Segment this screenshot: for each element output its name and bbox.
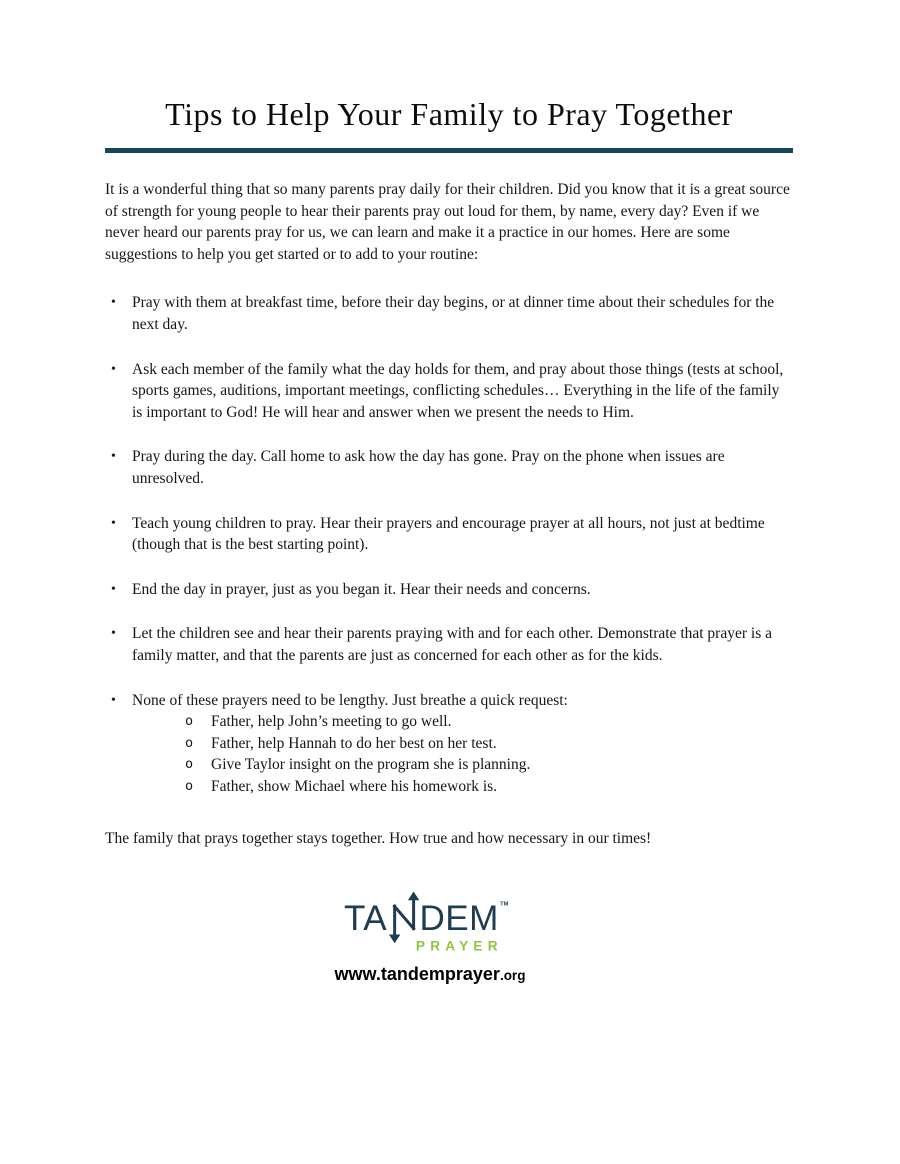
list-item <box>105 359 793 424</box>
sub-list-item-text: Give Taylor insight on the program she is planning. <box>211 756 531 774</box>
list-item-text: Ask each member of the family what the day holds for them, and pray about those things (tests at school, sports games, auditions, important meetings, conflicting schedules… Everything in the life of the family is important to God! He will hear and answer when we present the needs to Him. <box>132 360 784 421</box>
list-item-text: Let the children see and hear their parents praying with and for each other. Demonstrate that prayer is a family matter, and that the parents are just as concerned for each other as for the kids. <box>132 625 772 664</box>
circle-bullet-icon: o <box>185 734 194 751</box>
list-item-text: End the day in prayer, just as you began it. Hear their needs and concerns. <box>132 580 591 598</box>
bullet-icon: • <box>111 449 116 465</box>
list-item <box>105 292 793 335</box>
sub-list-item <box>185 733 793 755</box>
footer-logo-block <box>86 888 774 984</box>
logo-text-dem: DEM <box>419 899 499 939</box>
list-item-with-sublist <box>132 690 793 798</box>
title-divider <box>105 148 793 153</box>
bullet-icon: • <box>111 692 116 708</box>
sub-list-item <box>185 711 793 733</box>
sub-list-item-text: Father, help Hannah to do her best on her test. <box>211 734 497 752</box>
document-title: Tips to Help Your Family to Pray Together <box>165 96 733 132</box>
logo-tagline: PRAYER <box>415 938 503 954</box>
sub-list <box>132 711 793 797</box>
website-url-suffix: .org <box>499 967 526 983</box>
tandem-prayer-logo <box>344 888 516 956</box>
circle-bullet-icon: o <box>185 756 194 773</box>
bullet-icon: • <box>111 515 116 531</box>
circle-bullet-icon: o <box>185 713 194 730</box>
bullet-icon: • <box>111 295 116 311</box>
website-url <box>335 964 526 985</box>
list-item-text: None of these prayers need to be lengthy. Just breathe a quick request: <box>132 691 568 709</box>
list-item <box>105 446 793 489</box>
bullet-icon: • <box>111 626 116 642</box>
list-item <box>105 513 793 556</box>
circle-bullet-icon: o <box>185 777 194 794</box>
list-item <box>105 579 793 601</box>
list-item-text: Pray with them at breakfast time, before their day begins, or at dinner time about their schedules for the next day. <box>132 294 775 333</box>
list-item <box>105 623 793 666</box>
logo-text-ta: TA <box>344 899 388 939</box>
sub-list-item <box>185 754 793 776</box>
website-url-main: www.tandemprayer <box>334 963 500 984</box>
sub-list-item <box>185 776 793 798</box>
logo-n-arrows-icon <box>389 892 419 944</box>
trademark-symbol: TM <box>500 901 509 908</box>
closing-paragraph: The family that prays together stays together. How true and how necessary in our times! <box>105 830 652 848</box>
intro-paragraph: It is a wonderful thing that so many parents pray daily for their children. Did you know that it is a great source of strength for young people to hear their parents pray out loud for them, by name, every day? Even if we never heard our parents pray for us, we can learn and make it a practice in our homes. Here are some suggestions to help you get started or to add to your routine: <box>105 181 790 263</box>
list-item-text: Pray during the day. Call home to ask how the day has gone. Pray on the phone when issues are unresolved. <box>132 448 725 487</box>
sub-list-item-text: Father, show Michael where his homework is. <box>211 777 498 795</box>
list-item <box>105 690 793 798</box>
tips-list <box>105 292 793 797</box>
sub-list-item-text: Father, help John’s meeting to go well. <box>211 713 452 731</box>
bullet-icon: • <box>111 361 116 377</box>
list-item-text: Teach young children to pray. Hear their prayers and encourage prayer at all hours, not just at bedtime (though that is the best starting point). <box>132 514 765 554</box>
bullet-icon: • <box>111 581 116 597</box>
